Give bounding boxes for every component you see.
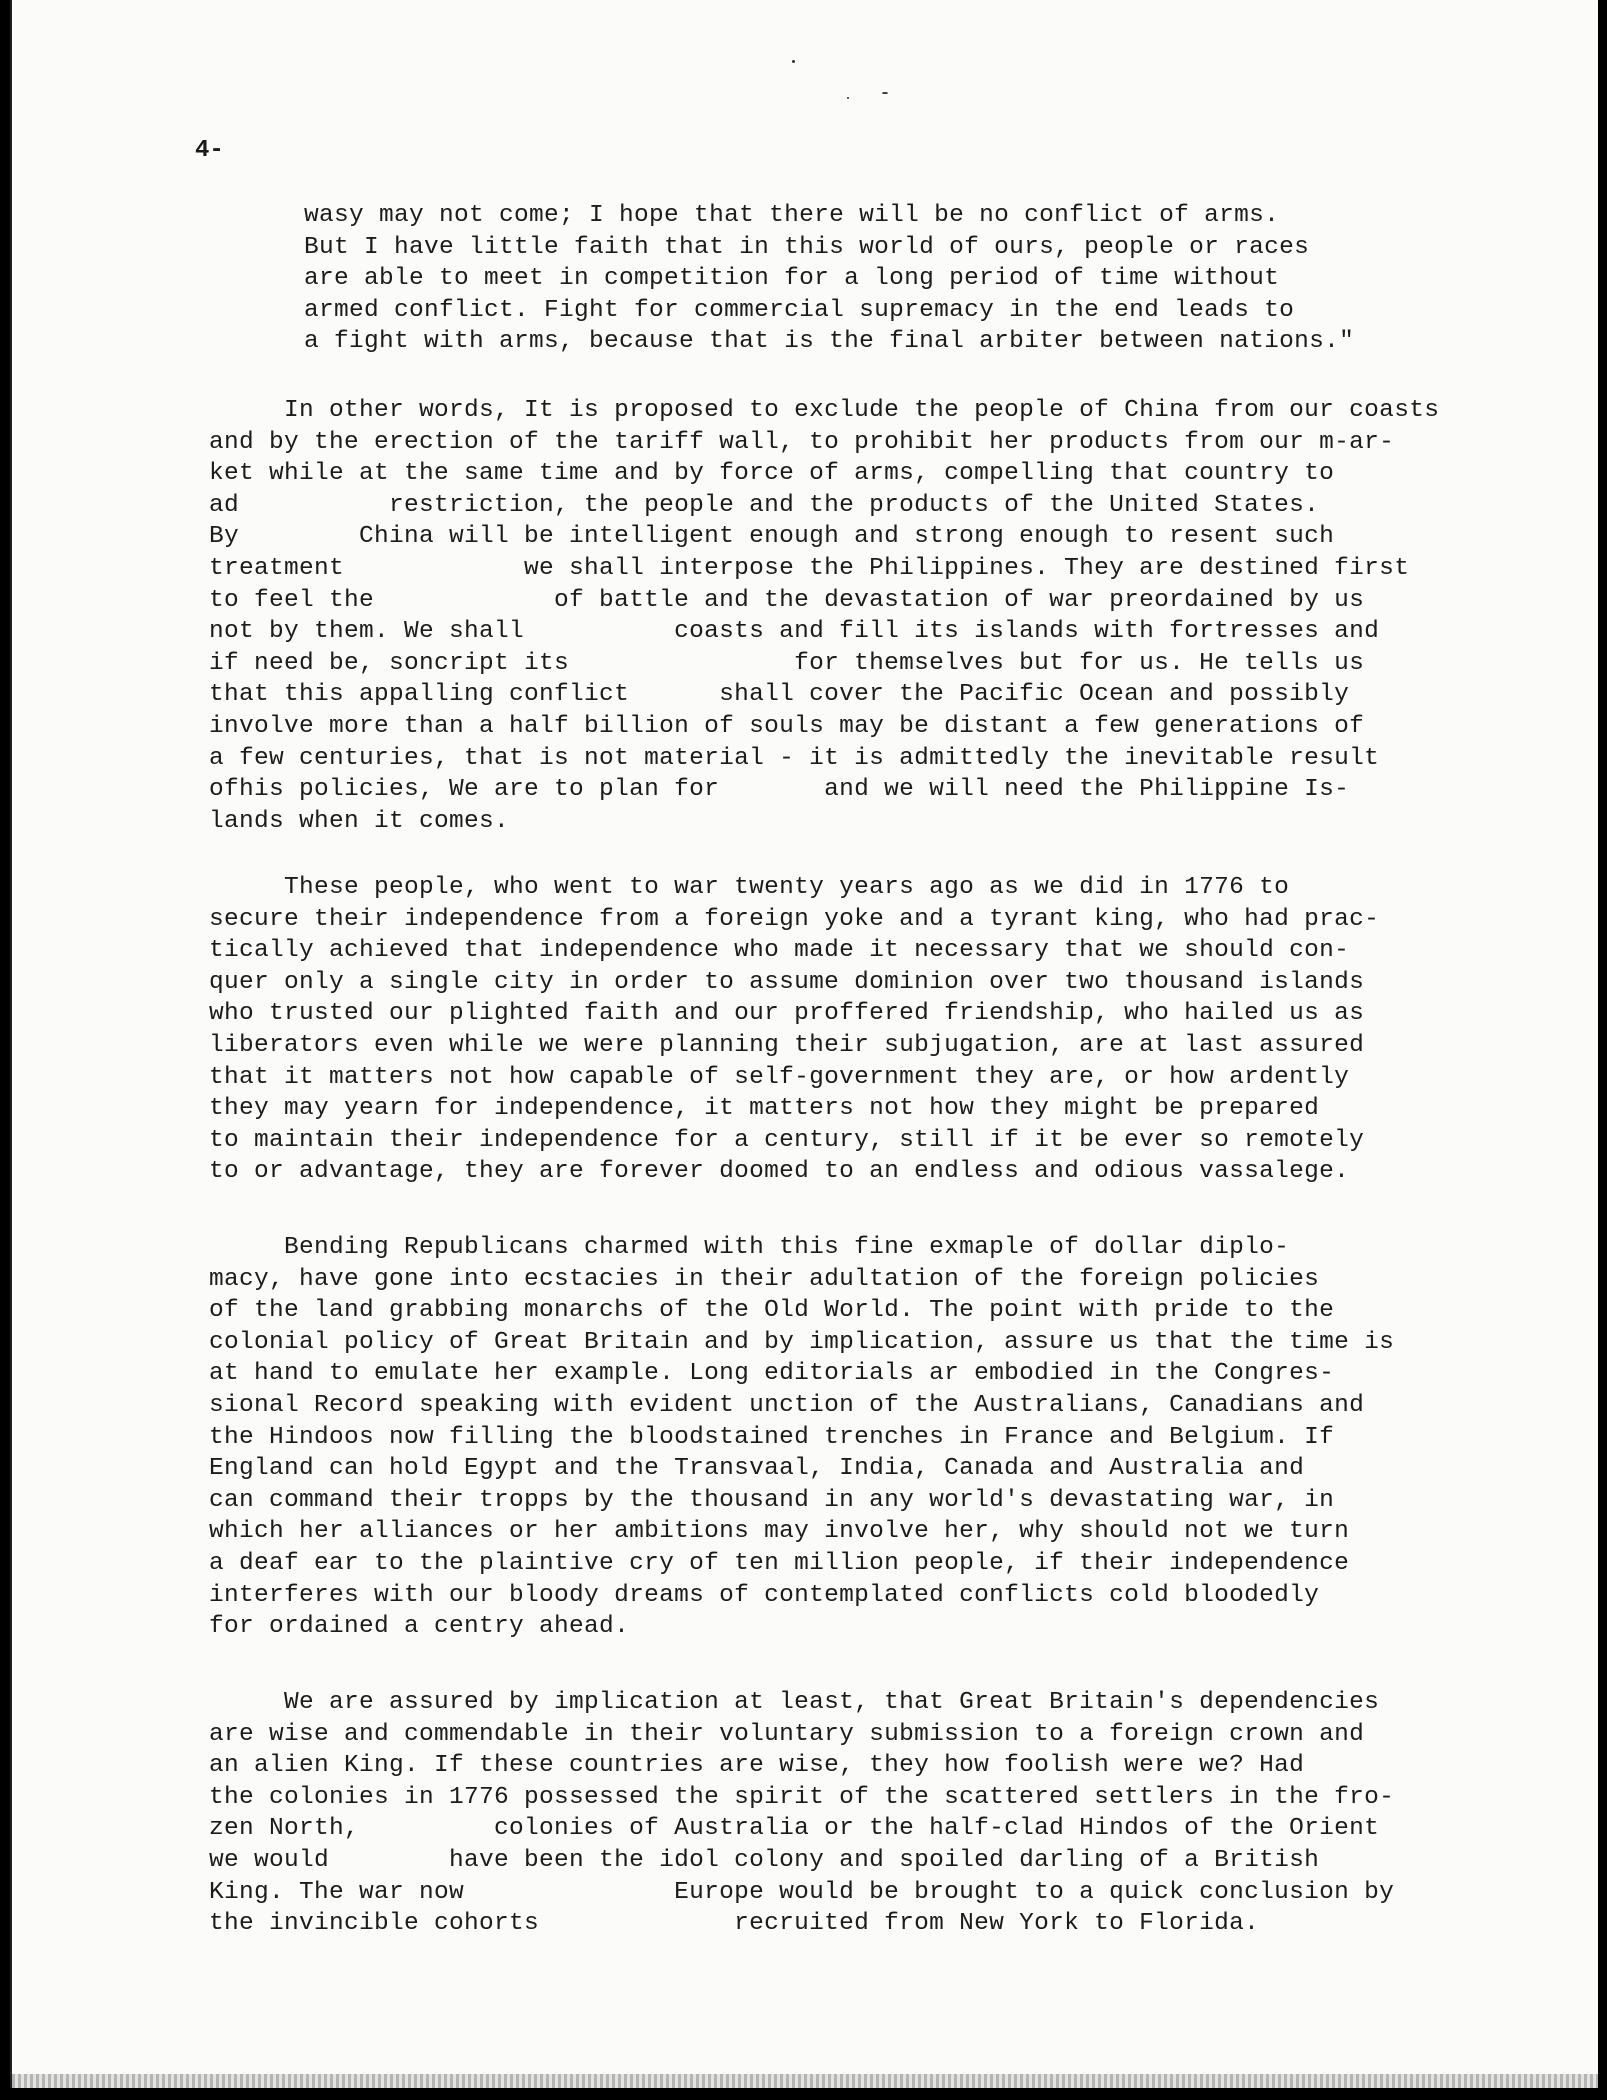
text-line: In other words, It is proposed to exclude the people of China from our coasts	[209, 397, 1440, 424]
text-line: By China will be intelligent enough and strong enough to resent such	[209, 523, 1335, 551]
paragraph-quote-ending	[304, 200, 1354, 358]
text-line: who trusted our plighted faith and our proffered friendship, who hailed us as	[209, 1000, 1365, 1028]
text-line: liberators even while we were planning their subjugation, are at last assured	[209, 1031, 1365, 1059]
page-number: 4-	[195, 137, 224, 164]
text-line: These people, who went to war twenty years ago as we did in 1776 to	[209, 874, 1290, 901]
text-line: Bending Republicans charmed with this fine exmaple of dollar diplo-	[209, 1234, 1290, 1261]
text-line: England can hold Egypt and the Transvaal, India, Canada and Australia and	[209, 1455, 1305, 1483]
text-line: a few centuries, that is not material - it is admittedly the inevitable result	[209, 744, 1380, 772]
text-line: a deaf ear to the plaintive cry of ten million people, if their independence	[209, 1549, 1350, 1577]
text-line: we would have been the idol colony and spoiled darling of a British	[209, 1846, 1320, 1874]
text-line: they may yearn for independence, it matters not how they might be prepared	[209, 1095, 1320, 1123]
paragraph-bending-republicans	[209, 1232, 1394, 1643]
text-line: armed conflict. Fight for commercial supremacy in the end leads to	[304, 296, 1295, 324]
paragraph-these-people	[209, 872, 1379, 1188]
text-line: secure their independence from a foreign yoke and a tyrant king, who had prac-	[209, 905, 1380, 933]
text-line: sional Record speaking with evident unction of the Australians, Canadians and	[209, 1391, 1365, 1419]
document-page	[10, 0, 1598, 2088]
text-line: which her alliances or her ambitions may involve her, why should not we turn	[209, 1518, 1350, 1546]
text-line: a fight with arms, because that is the final arbiter between nations."	[304, 328, 1355, 356]
text-line: tically achieved that independence who made it necessary that we should con-	[209, 937, 1350, 965]
paragraph-we-are-assured	[209, 1687, 1394, 1940]
text-line: ofhis policies, We are to plan for and we will need the Philippine Is-	[209, 776, 1350, 804]
text-line: quer only a single city in order to assume dominion over two thousand islands	[209, 968, 1365, 996]
text-line: But I have little faith that in this world of ours, people or races	[304, 233, 1310, 261]
text-line: to maintain their independence for a century, still if it be ever so remotely	[209, 1126, 1365, 1154]
text-line: interferes with our bloody dreams of contemplated conflicts cold bloodedly	[209, 1581, 1320, 1609]
text-line: at hand to emulate her example. Long editorials ar embodied in the Congres-	[209, 1360, 1335, 1388]
text-line: that this appalling conflict shall cover the Pacific Ocean and possibly	[209, 681, 1350, 709]
text-line: are able to meet in competition for a long period of time without	[304, 265, 1280, 293]
text-line: the colonies in 1776 possessed the spirit of the scattered settlers in the fro-	[209, 1783, 1395, 1811]
ink-speck	[882, 92, 888, 94]
ink-speck	[847, 97, 849, 99]
text-line: ket while at the same time and by force of arms, compelling that country to	[209, 460, 1335, 488]
page-bottom-edge	[12, 2074, 1598, 2088]
text-line: macy, have gone into ecstacies in their adultation of the foreign policies	[209, 1265, 1320, 1293]
text-line: if need be, soncript its for themselves but for us. He tells us	[209, 649, 1365, 677]
text-line: to feel the of battle and the devastation of war preordained by us	[209, 586, 1365, 614]
text-line: colonial policy of Great Britain and by implication, assure us that the time is	[209, 1328, 1395, 1356]
text-line: the Hindoos now filling the bloodstained trenches in France and Belgium. If	[209, 1423, 1335, 1451]
text-line: zen North, colonies of Australia or the half-clad Hindos of the Orient	[209, 1815, 1380, 1843]
text-line: and by the erection of the tariff wall, to prohibit her products from our m-ar-	[209, 428, 1395, 456]
text-line: ad restriction, the people and the products of the United States.	[209, 491, 1320, 519]
text-line: King. The war now Europe would be brought to a quick conclusion by	[209, 1878, 1395, 1906]
text-line: wasy may not come; I hope that there will be no conflict of arms.	[304, 202, 1280, 229]
text-line: are wise and commendable in their voluntary submission to a foreign crown and	[209, 1720, 1365, 1748]
text-line: an alien King. If these countries are wise, they how foolish were we? Had	[209, 1752, 1305, 1780]
text-line: We are assured by implication at least, that Great Britain's dependencies	[209, 1689, 1380, 1716]
text-line: of the land grabbing monarchs of the Old World. The point with pride to the	[209, 1297, 1335, 1325]
text-line: not by them. We shall coasts and fill its islands with fortresses and	[209, 618, 1380, 646]
text-line: to or advantage, they are forever doomed to an endless and odious vassalege.	[209, 1158, 1350, 1186]
text-line: that it matters not how capable of self-government they are, or how ardently	[209, 1063, 1350, 1091]
paragraph-in-other-words	[209, 395, 1439, 837]
text-line: involve more than a half billion of souls may be distant a few generations of	[209, 712, 1365, 740]
ink-speck	[792, 60, 795, 63]
text-line: treatment we shall interpose the Philippines. They are destined first	[209, 554, 1410, 582]
text-line: can command their tropps by the thousand in any world's devastating war, in	[209, 1486, 1335, 1514]
text-line: lands when it comes.	[209, 807, 510, 835]
text-line: for ordained a centry ahead.	[209, 1613, 630, 1641]
text-line: the invincible cohorts recruited from New York to Florida.	[209, 1910, 1260, 1938]
